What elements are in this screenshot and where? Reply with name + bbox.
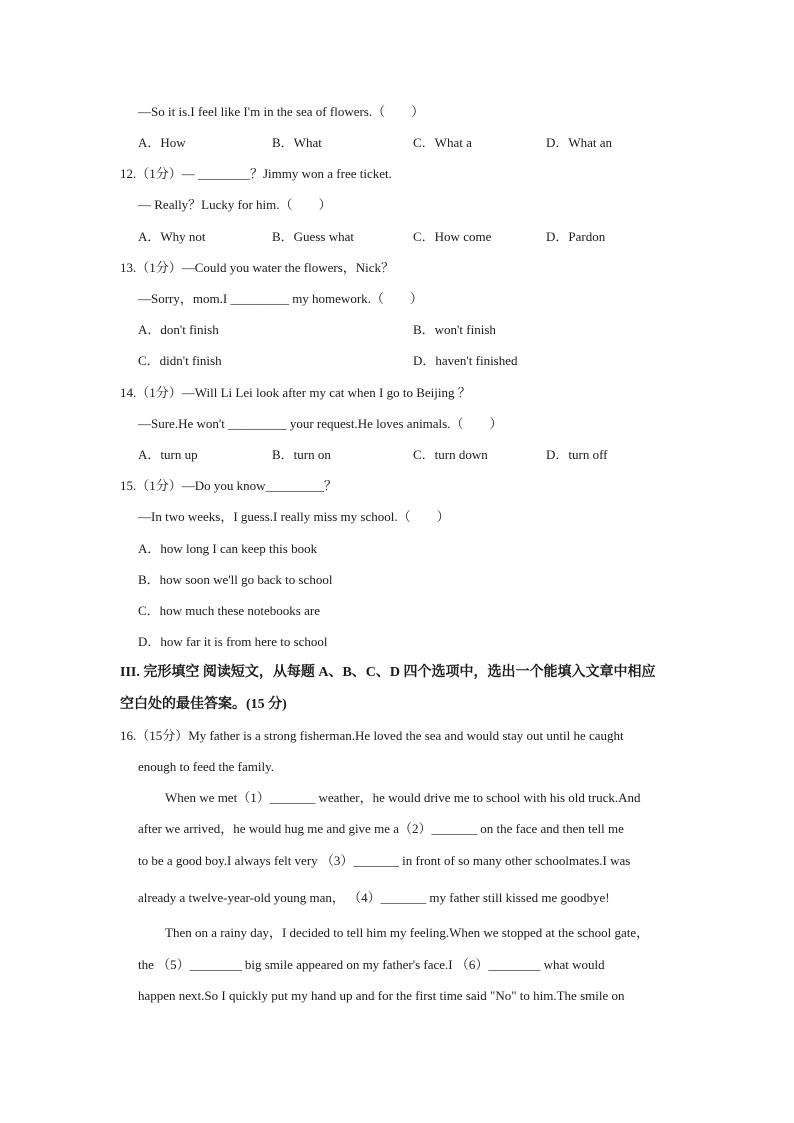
q13-option-a: A．don't finish: [138, 322, 219, 337]
q16-line8: the （5）________ big smile appeared on my father's face.I （6）________ what would: [138, 957, 605, 972]
q12-stem-line1: 12.（1分）— ________？Jimmy won a free ticket.: [120, 166, 392, 181]
q15-stem-line2: —In two weeks，I guess.I really miss my school.（ ）: [138, 509, 450, 524]
q15-option-c: C．how much these notebooks are: [138, 603, 320, 618]
q15-stem-line1: 15.（1分）—Do you know_________？: [120, 478, 338, 493]
q15-option-a: A．how long I can keep this book: [138, 541, 318, 556]
q16-line2: enough to feed the family.: [138, 759, 274, 774]
q11-option-c: C．What a: [413, 135, 472, 150]
q14-option-d: D．turn off: [546, 447, 608, 462]
q11-option-b: B．What: [272, 135, 322, 150]
q13-option-d: D．haven't finished: [413, 353, 518, 368]
q16-line1: 16.（15分）My father is a strong fisherman.He loved the sea and would stay out until he caught: [120, 728, 624, 743]
q11-option-a: A．How: [138, 135, 186, 150]
q14-stem-line1: 14.（1分）—Will Li Lei look after my cat when I go to Beijing ？: [120, 385, 471, 400]
q11-option-d: D．What an: [546, 135, 613, 150]
q15-option-b: B．how soon we'll go back to school: [138, 572, 333, 587]
q16-line3: When we met（1）_______ weather，he would drive me to school with his old truck.And: [165, 790, 641, 805]
q13-stem-line1: 13.（1分）—Could you water the flowers，Nick？: [120, 260, 395, 275]
q16-line9: happen next.So I quickly put my hand up and for the first time said "No" to him.The smile on: [138, 988, 625, 1003]
q14-option-b: B．turn on: [272, 447, 331, 462]
q16-line6: already a twelve-year-old young man， （4）_______ my father still kissed me goodbye!: [138, 890, 610, 905]
q13-option-b: B．won't finish: [413, 322, 496, 337]
q16-line4: after we arrived，he would hug me and give me a（2）_______ on the face and then tell me: [138, 821, 624, 836]
q14-option-a: A．turn up: [138, 447, 198, 462]
q14-stem-line2: —Sure.He won't _________ your request.He loves animals.（ ）: [138, 416, 503, 431]
q15-option-d: D．how far it is from here to school: [138, 634, 328, 649]
section-3-heading-line1: III. 完形填空 阅读短文，从每题 A、B、C、D 四个选项中，选出一个能填入文章中相应: [120, 665, 656, 680]
q11-stem-line2: —So it is.I feel like I'm in the sea of flowers.（ ）: [138, 104, 425, 119]
q16-line7: Then on a rainy day，I decided to tell him my feeling.When we stopped at the school gate，: [165, 925, 650, 940]
q16-line5: to be a good boy.I always felt very （3）_______ in front of so many other schoolmates.I was: [138, 853, 631, 868]
q12-stem-line2: — Really？Lucky for him.（ ）: [138, 197, 332, 212]
q14-option-c: C．turn down: [413, 447, 488, 462]
q12-option-b: B．Guess what: [272, 229, 354, 244]
section-3-heading-line2: 空白处的最佳答案。(15 分): [120, 697, 287, 712]
q12-option-d: D．Pardon: [546, 229, 606, 244]
q12-option-c: C．How come: [413, 229, 492, 244]
q13-stem-line2: —Sorry，mom.I _________ my homework.（ ）: [138, 291, 423, 306]
q12-option-a: A．Why not: [138, 229, 206, 244]
q13-option-c: C．didn't finish: [138, 353, 222, 368]
